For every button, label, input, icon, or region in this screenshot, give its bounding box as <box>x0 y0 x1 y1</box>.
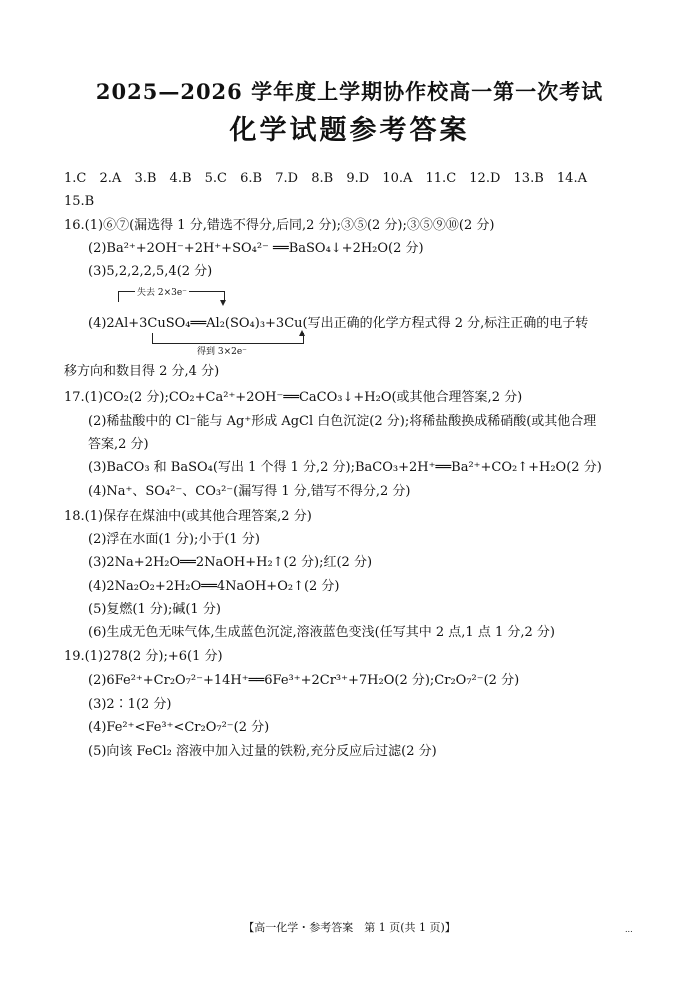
answer-18-4: (4)2Na₂O₂+2H₂O══4NaOH+O₂↑(2 分) <box>88 579 340 594</box>
answer-19-1: 19.(1)278(2 分);+6(1 分) <box>64 649 223 664</box>
answer-18-6: (6)生成无色无味气体,生成蓝色沉淀,溶液蓝色变浅(任写其中 2 点,1 点 1 分,2 分) <box>88 625 555 640</box>
mcq-answer: 4.B <box>169 171 192 186</box>
electron-loss-arrowhead <box>220 300 226 306</box>
electron-gain-arrowhead <box>299 330 305 336</box>
mcq-answer: 14.A <box>556 171 587 186</box>
mcq-answer: 8.B <box>311 171 334 186</box>
mcq-answer: 11.C <box>425 171 457 186</box>
page-footer: 【高一化学・参考答案 第 1 页(共 1 页)】 <box>243 921 456 934</box>
answer-16-1: 16.(1)⑥⑦(漏选得 1 分,错选不得分,后同,2 分);③⑤(2 分);③⑤⑨⑩(2 分) <box>64 218 495 233</box>
exam-title: 2025—2026 学年度上学期协作校高一第一次考试 <box>95 79 604 104</box>
mcq-answer: 2.A <box>99 171 122 186</box>
mcq-answer: 5.C <box>204 171 228 186</box>
answer-16-4: (4)2Al+3CuSO₄══Al₂(SO₄)₃+3Cu(写出正确的化学方程式得 2 分,标注正确的电子转 <box>88 316 589 331</box>
mcq-answers-row <box>64 171 596 187</box>
answer-17-4: (4)Na⁺、SO₄²⁻、CO₃²⁻(漏写得 1 分,错写不得分,2 分) <box>88 484 411 499</box>
answer-18-5: (5)复燃(1 分);碱(1 分) <box>88 602 221 617</box>
mcq-answer: 13.B <box>513 171 544 186</box>
answer-16-4-cont: 移方向和数目得 2 分,4 分) <box>64 364 220 379</box>
answer-17-2-cont: 答案,2 分) <box>88 437 149 452</box>
mcq-answer: 7.D <box>275 171 299 186</box>
electron-gain-label: 得到 3×2e⁻ <box>197 347 247 357</box>
corner-mark: ... <box>625 925 633 934</box>
answer-18-1: 18.(1)保存在煤油中(或其他合理答案,2 分) <box>64 509 312 524</box>
answer-19-5: (5)向该 FeCl₂ 溶液中加入过量的铁粉,充分反应后过滤(2 分) <box>88 744 437 759</box>
answer-17-2: (2)稀盐酸中的 Cl⁻能与 Ag⁺形成 AgCl 白色沉淀(2 分);将稀盐酸换成稀硝酸(或其他合理 <box>88 414 597 429</box>
answer-16-3: (3)5,2,2,2,5,4(2 分) <box>88 264 213 279</box>
answer-19-2: (2)6Fe²⁺+Cr₂O₇²⁻+14H⁺══6Fe³⁺+2Cr³⁺+7H₂O(2 分);Cr₂O₇²⁻(2 分) <box>88 673 520 688</box>
electron-loss-label: 失去 2×3e⁻ <box>135 285 189 298</box>
answer-16-2: (2)Ba²⁺+2OH⁻+2H⁺+SO₄²⁻ ══BaSO₄↓+2H₂O(2 分) <box>88 241 424 256</box>
electron-gain-bracket <box>152 333 304 344</box>
mcq-answer: 10.A <box>382 171 413 186</box>
answer-17-1: 17.(1)CO₂(2 分);CO₂+Ca²⁺+2OH⁻══CaCO₃↓+H₂O(或其他合理答案,2 分) <box>64 390 523 405</box>
mcq-answer: 6.B <box>240 171 263 186</box>
answer-19-3: (3)2∶1(2 分) <box>88 697 172 712</box>
answer-17-3: (3)BaCO₃ 和 BaSO₄(写出 1 个得 1 分,2 分);BaCO₃+2H⁺══Ba²⁺+CO₂↑+H₂O(2 分) <box>88 460 602 475</box>
answer-18-2: (2)浮在水面(1 分);小于(1 分) <box>88 532 260 547</box>
answer-19-4: (4)Fe²⁺<Fe³⁺<Cr₂O₇²⁻(2 分) <box>88 720 270 735</box>
mcq-answer-last: 15.B <box>64 194 95 209</box>
answer-key-title: 化学试题参考答案 <box>229 115 470 146</box>
answer-18-3: (3)2Na+2H₂O══2NaOH+H₂↑(2 分);红(2 分) <box>88 555 373 570</box>
mcq-answer: 3.B <box>134 171 157 186</box>
mcq-answer: 12.D <box>469 171 501 186</box>
mcq-answer: 9.D <box>346 171 370 186</box>
mcq-answer: 1.C <box>64 171 87 186</box>
